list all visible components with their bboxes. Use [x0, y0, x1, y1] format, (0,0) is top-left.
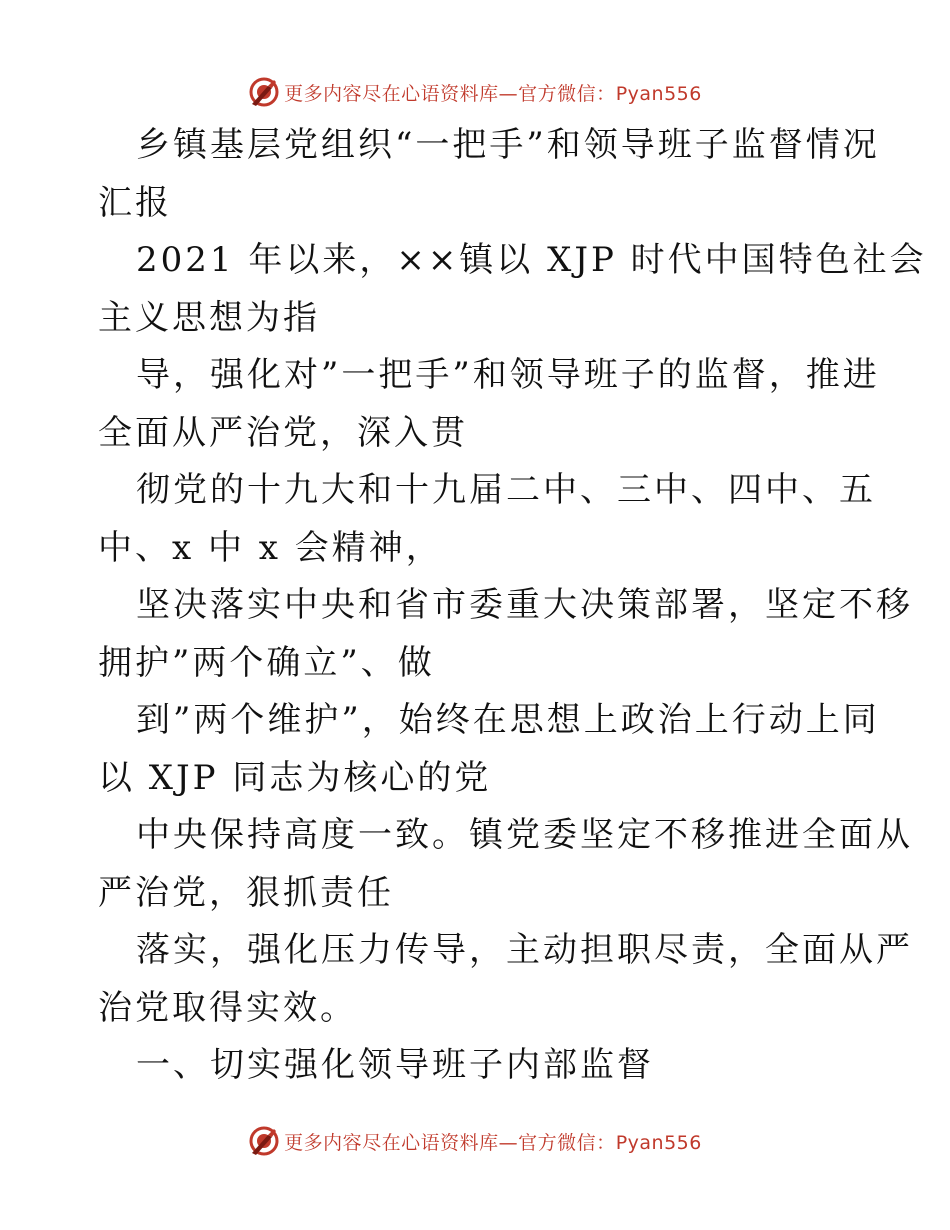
document-line: 坚决落实中央和省市委重大决策部署，坚定不移	[136, 585, 913, 625]
watermark-text	[284, 79, 702, 106]
watermark-suffix: 官方微信：	[518, 1131, 616, 1154]
footer-watermark	[0, 1121, 950, 1161]
document-body	[98, 117, 927, 1095]
watermark-separator: —	[498, 82, 519, 105]
watermark-id: Pyan556	[615, 1131, 702, 1154]
document-line: 乡镇基层党组织“一把手”和领导班子监督情况	[136, 125, 880, 165]
header-watermark	[0, 72, 950, 112]
document-line: 中、x 中 x 会精神，	[98, 527, 443, 568]
document-line: 中央保持高度一致。镇党委坚定不移推进全面从	[136, 815, 913, 855]
watermark-main: 更多内容尽在心语资料库	[284, 1131, 499, 1154]
document-line: 汇报	[98, 182, 172, 223]
watermark-main: 更多内容尽在心语资料库	[284, 82, 499, 105]
pen-seal-logo-icon	[248, 1125, 280, 1157]
watermark-text	[284, 1128, 702, 1155]
document-line: 拥护”两个确立”、做	[98, 642, 435, 683]
document-line: 全面从严治党，深入贯	[98, 412, 468, 453]
document-line: 以 XJP 同志为核心的党	[98, 757, 492, 798]
document-line: 到”两个维护”，始终在思想上政治上行动上同	[136, 700, 880, 740]
document-line: 一、切实强化领导班子内部监督	[136, 1045, 654, 1085]
document-line: 治党取得实效。	[98, 987, 357, 1028]
watermark-separator: —	[498, 1131, 519, 1154]
watermark-suffix: 官方微信：	[518, 82, 616, 105]
watermark-id: Pyan556	[615, 82, 702, 105]
pen-seal-logo-icon	[248, 76, 280, 108]
document-line: 落实，强化压力传导，主动担职尽责，全面从严	[136, 930, 913, 970]
document-line: 2021 年以来，××镇以 XJP 时代中国特色社会	[136, 240, 927, 280]
document-line: 严治党，狠抓责任	[98, 872, 394, 913]
document-line: 主义思想为指	[98, 297, 320, 338]
document-line: 导，强化对”一把手”和领导班子的监督，推进	[136, 355, 880, 395]
document-line: 彻党的十九大和十九届二中、三中、四中、五	[136, 470, 876, 510]
